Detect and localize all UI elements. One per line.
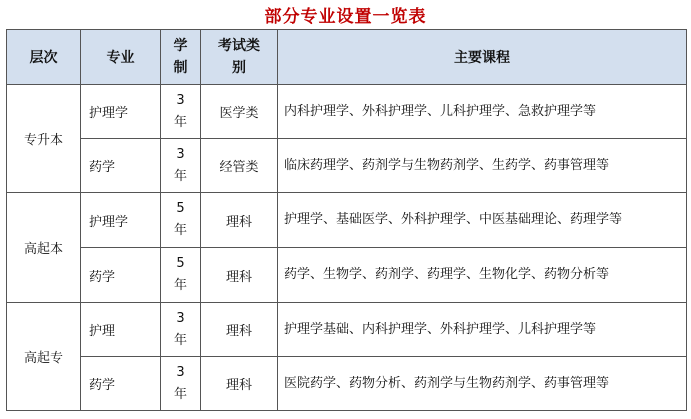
major-cell: 护理 xyxy=(81,303,161,357)
years-number: 5 xyxy=(176,201,185,216)
level-cell: 高起专 xyxy=(7,303,81,411)
years-unit: 年 xyxy=(173,278,187,293)
years-unit: 年 xyxy=(173,223,187,238)
courses-cell: 临床药理学、药剂学与生物药剂学、生药学、药事管理等 xyxy=(278,139,687,193)
courses-cell: 护理学基础、内科护理学、外科护理学、儿科护理学等 xyxy=(278,303,687,357)
exam-type-cell: 经管类 xyxy=(201,139,278,193)
header-major: 专业 xyxy=(81,30,161,85)
years-number: 3 xyxy=(176,146,185,162)
major-cell: 药学 xyxy=(81,139,161,193)
header-exam-line1: 考试类 xyxy=(218,38,260,54)
years-cell xyxy=(161,85,201,139)
years-cell xyxy=(161,193,201,248)
table-row xyxy=(7,248,687,303)
years-cell xyxy=(161,357,201,411)
table-row xyxy=(7,139,687,193)
years-number: 3 xyxy=(176,92,185,108)
courses-cell: 药学、生物学、药剂学、药理学、生物化学、药物分析等 xyxy=(278,248,687,303)
header-years xyxy=(161,30,201,85)
major-table xyxy=(6,29,687,411)
major-cell: 药学 xyxy=(81,248,161,303)
header-exam-line2: 别 xyxy=(232,60,246,76)
table-row xyxy=(7,193,687,248)
years-unit: 年 xyxy=(173,386,187,402)
header-exam-type xyxy=(201,30,278,85)
years-unit: 年 xyxy=(173,168,187,184)
years-number: 3 xyxy=(176,310,185,326)
level-cell: 专升本 xyxy=(7,85,81,193)
exam-type-cell: 理科 xyxy=(201,357,278,411)
exam-type-cell: 理科 xyxy=(201,193,278,248)
courses-cell: 内科护理学、外科护理学、儿科护理学、急救护理学等 xyxy=(278,85,687,139)
years-cell xyxy=(161,303,201,357)
header-level: 层次 xyxy=(7,30,81,85)
header-years-line2: 制 xyxy=(173,60,188,76)
years-unit: 年 xyxy=(173,332,187,348)
table-row xyxy=(7,303,687,357)
years-number: 5 xyxy=(176,256,185,271)
years-unit: 年 xyxy=(173,114,187,130)
courses-cell: 医院药学、药物分析、药剂学与生物药剂学、药事管理等 xyxy=(278,357,687,411)
exam-type-cell: 理科 xyxy=(201,248,278,303)
courses-cell: 护理学、基础医学、外科护理学、中医基础理论、药理学等 xyxy=(278,193,687,248)
years-cell xyxy=(161,139,201,193)
table-title: 部分专业设置一览表 xyxy=(264,7,427,27)
table-row xyxy=(7,357,687,411)
header-years-line1: 学 xyxy=(173,38,188,54)
table-row xyxy=(7,85,687,139)
major-cell: 药学 xyxy=(81,357,161,411)
major-cell: 护理学 xyxy=(81,85,161,139)
level-cell: 高起本 xyxy=(7,193,81,303)
header-row xyxy=(7,30,687,85)
exam-type-cell: 理科 xyxy=(201,303,278,357)
years-number: 3 xyxy=(176,364,185,380)
years-cell xyxy=(161,248,201,303)
header-courses: 主要课程 xyxy=(278,30,687,85)
major-cell: 护理学 xyxy=(81,193,161,248)
exam-type-cell: 医学类 xyxy=(201,85,278,139)
